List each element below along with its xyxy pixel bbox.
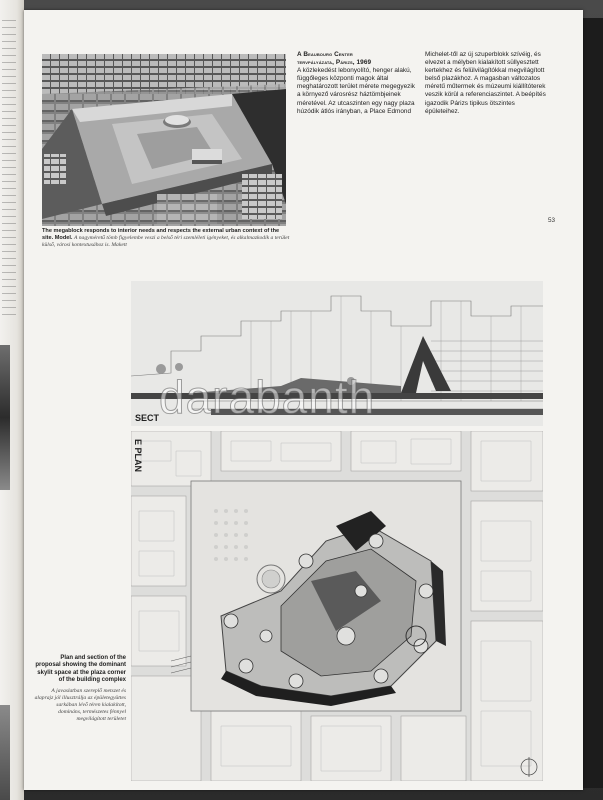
article-column-1-text: A közlekedést lebonyolító, henger alakú, függőleges központi magok által meghatározott terület mérete megegyezik a környező városrész háztömbjeinek méretével. Az utcaszinten egy nagy plaza húzódik átlós irányban, a Place Edmond — [297, 67, 415, 115]
section-label: SECT — [135, 413, 160, 423]
plan-drawing — [131, 431, 543, 781]
watermark-text: darabanth — [159, 371, 376, 423]
book-cover-edge — [583, 18, 603, 788]
article-column-1 — [297, 51, 417, 116]
plan-label: E PLAN — [133, 439, 143, 473]
left-page-photo-edge — [0, 345, 10, 490]
plan-caption — [34, 655, 126, 723]
book-page — [24, 10, 583, 790]
article-heading — [297, 51, 417, 67]
left-page-edge — [0, 0, 24, 800]
article-column-2-text: Michelet-től az új szuperblokk szívéig, és elvezet a mélyben kialakított süllyesztett kertekhez és felülvilágítókkal megvilágított belső plazákhoz. A magasban változatos méretű műtermek és múzeumi kiállítóterek veszik körül a referenciaszintet. A beépítés igazodik Párizs tipikus ötszintes épületeihez. — [425, 51, 546, 115]
photo-caption — [42, 228, 290, 249]
article-heading-line1: A Beaubourg Center — [297, 51, 353, 58]
plan-caption-hungarian: A javaslatban szereplő metszet és alaprajz jól illusztrálja az épületegyüttes sarkában lévő téren kialakított, domináns, természetes fénnyel megvilágított területet — [34, 687, 126, 722]
model-photo-image — [42, 54, 286, 226]
photo-caption-hungarian: A nagyméretű tömb figyelembe veszi a belső téri szemléleti igényeket, és alkalmazkodik a terület külső, városi kontextusához is. Makett — [42, 235, 290, 248]
article-heading-line2: tervpályázata, Párizs, 1969 — [297, 59, 372, 67]
plan-caption-english: Plan and section of the proposal showing the dominant skylit space at the plaza corner of the building complex — [35, 655, 126, 684]
left-page-text-edge — [2, 20, 16, 320]
left-page-photo-edge-lower — [0, 705, 10, 800]
article-column-2 — [425, 51, 549, 116]
photo-caption-english: The megablock responds to interior needs and respects the external urban context of the site. Model. — [42, 228, 280, 241]
model-photo — [42, 54, 286, 226]
plan-drawing-image — [131, 431, 543, 781]
page-number: 53 — [548, 217, 556, 224]
